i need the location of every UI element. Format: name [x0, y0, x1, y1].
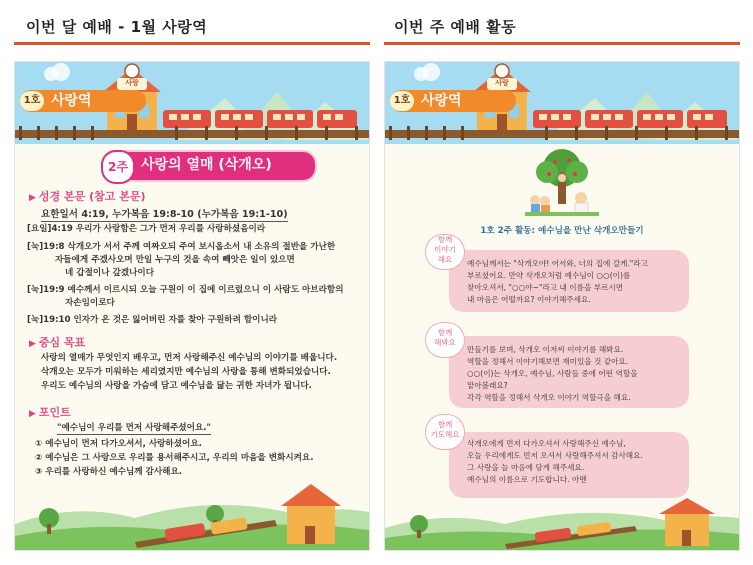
point-item: ③ 우리를 사랑하신 예수님께 감사해요. [35, 467, 183, 477]
station-sign: 사랑 [125, 79, 139, 87]
do-line: 역할을 정해서 이야기해보면 재미있을 것 같아요. [467, 357, 629, 366]
pray-line: 삭개오에게 먼저 다가오셔서 사랑해주신 예수님, [467, 439, 626, 448]
pray-line: 오늘 우리에게도 먼저 오셔서 사랑해주셔서 감사해요. [467, 451, 643, 460]
label-line: 기도해요 [430, 430, 460, 439]
left-section-title: 이번 달 예배 - 1월 사랑역 [26, 18, 208, 36]
label-line: 해봐요 [434, 338, 456, 347]
triangle-bullet-icon: ▶ [29, 193, 36, 203]
left-section-divider [14, 42, 370, 45]
scripture-heading-text: 성경 본문 (참고 본문) [38, 190, 146, 203]
point-item: ① 예수님이 먼저 다가오셔서, 사랑하셨어요. [35, 439, 202, 449]
point-heading [29, 404, 71, 420]
station-title: 사랑역 [421, 93, 462, 109]
station-number: 1호 [390, 91, 414, 111]
do-line: 각각 역할을 정해서 삭개오 이야기 역할극을 해요. [467, 393, 631, 402]
week-number: 2주 [101, 150, 135, 184]
triangle-bullet-icon: ▶ [29, 339, 36, 349]
station-header-banner [15, 62, 369, 144]
goal-line: 우리도 예수님의 사랑을 가슴에 담고 예수님을 닮는 귀한 자녀가 됩니다. [41, 381, 312, 391]
scripture-line: 자들에게 주겠사오며 만일 누구의 것을 속여 빼앗은 일이 있으면 [55, 255, 295, 265]
do-line: 맡아볼래요? [467, 381, 508, 390]
talk-line: 내 마음은 어떨까요? 이야기해주세요. [467, 295, 591, 304]
week-title: 사랑의 열매 (삭개오) [141, 157, 272, 173]
talk-together-label [425, 234, 465, 270]
talk-line: 예수님께서는 "삭개오야! 어서와, 너의 집에 갈게."라고 [467, 259, 648, 268]
scripture-line: [눅]19:9 예수께서 이르시되 오늘 구원이 이 집에 이르렀으니 이 사람도 아브라함의 [27, 285, 344, 295]
pray-line: 그 사랑을 늘 마음에 담게 해주세요. [467, 463, 585, 472]
activity-title: 1호 2주 활동: 예수님을 만난 삭개오만들기 [480, 226, 644, 236]
station-sign: 사랑 [495, 79, 509, 87]
goal-heading-text: 중심 목표 [38, 336, 86, 349]
scripture-line: 네 갑절이나 갚겠나이다 [65, 268, 154, 278]
scripture-line: 자손임이로다 [65, 298, 115, 308]
label-line: 해요 [437, 255, 453, 264]
label-line: 함께 [437, 420, 453, 429]
goal-heading [29, 334, 85, 350]
pray-together-label [425, 414, 465, 450]
scripture-line: [요일]4:19 우리가 사랑함은 그가 먼저 우리를 사랑하셨음이라 [27, 224, 266, 234]
label-line: 함께 [437, 328, 453, 337]
do-line: ○○(이)는 삭개오, 예수님, 사람들 중에 어떤 역할을 [467, 369, 638, 378]
zacchaeus-tree-craft-illustration [525, 148, 599, 216]
right-section-title: 이번 주 예배 활동 [394, 18, 517, 36]
point-quote: "예수님이 우리를 먼저 사랑해주셨어요." [57, 423, 212, 433]
scripture-reference: 요한일서 4:19, 누가복음 19:8-10 (누가복음 19:1-10) [41, 209, 288, 220]
station-number: 1호 [20, 91, 44, 111]
station-title: 사랑역 [51, 93, 92, 109]
point-item: ② 예수님은 그 사랑으로 우리를 용서해주시고, 우리의 마음을 변화시켜요. [35, 453, 314, 463]
right-activity-page [384, 61, 740, 551]
bottom-landscape-illustration [385, 498, 739, 550]
label-line: 함께 [437, 235, 453, 244]
scripture-heading [29, 188, 145, 204]
pray-line: 예수님의 이름으로 기도합니다. 아멘 [467, 475, 587, 484]
point-heading-text: 포인트 [38, 406, 71, 419]
triangle-bullet-icon: ▶ [29, 409, 36, 419]
do-together-label [425, 322, 465, 358]
station-header-banner [385, 62, 739, 144]
right-section-divider [384, 42, 740, 45]
bottom-landscape-illustration [15, 484, 369, 550]
scripture-line: [눅]19:8 삭개오가 서서 주께 여짜오되 주여 보시옵소서 내 소유의 절반을 가난한 [27, 242, 336, 252]
goal-line: 사랑의 열매가 무엇인지 배우고, 먼저 사랑해주신 예수님의 이야기를 배웁니다. [41, 353, 338, 363]
do-line: 만들기를 보며, 삭개오 이저씨 이야기를 해봐요. [467, 345, 624, 354]
talk-line: 찾아오셔서, "○○야~"라고 내 이름을 부르시면 [467, 283, 624, 292]
left-worship-page [14, 61, 370, 551]
talk-line: 부르셨어요. 만약 삭개오처럼 예수님이 ○○(이)를 [467, 271, 631, 280]
scripture-line: [눅]19:10 인자가 온 것은 잃어버린 자를 찾아 구원하려 함이니라 [27, 315, 278, 325]
goal-line: 삭개오는 모두가 미워하는 세리였지만 예수님의 사랑을 통해 변화되었습니다. [41, 367, 331, 377]
label-line: 이야기 [434, 245, 456, 254]
